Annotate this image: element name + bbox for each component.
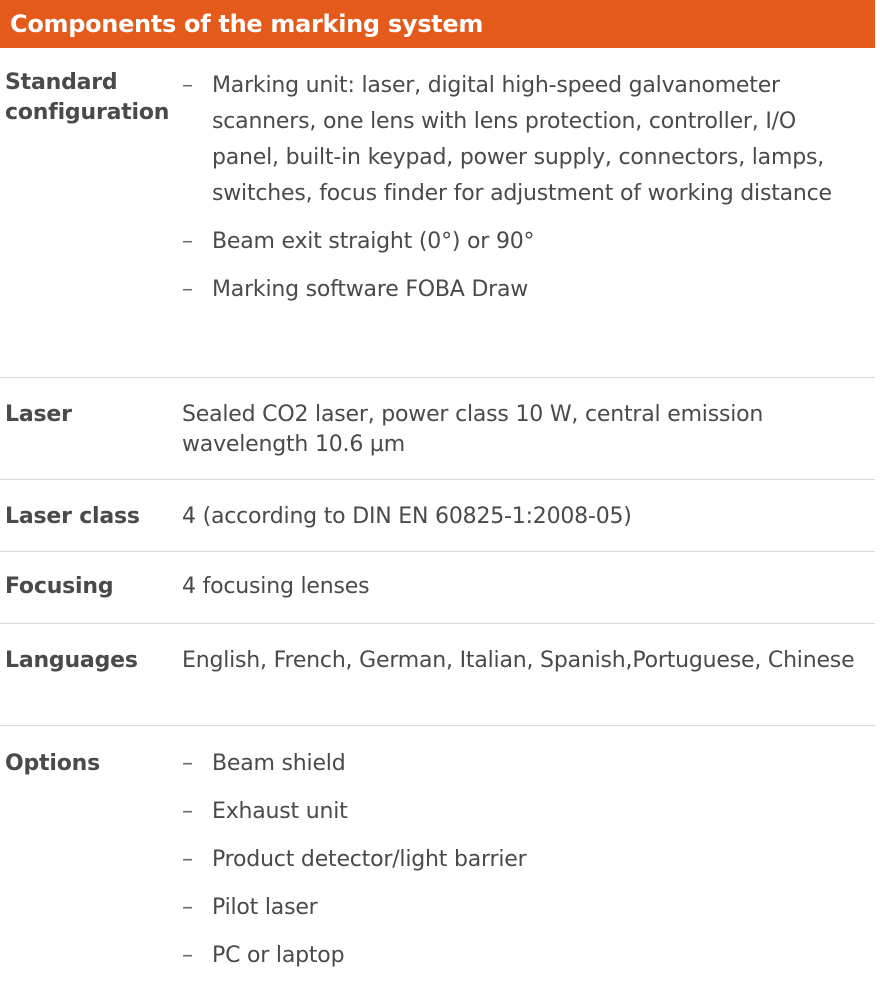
row-value: English, French, German, Italian, Spanish,Portuguese, Chinese: [182, 648, 855, 673]
dash-bullet: –: [182, 229, 193, 254]
list-item-text: Exhaust unit: [212, 799, 348, 824]
row-focusing: [0, 552, 875, 624]
list-item-text: Product detector/light barrier: [212, 847, 527, 872]
row-standard-configuration: [0, 48, 875, 378]
row-label: Focusing: [5, 574, 114, 599]
row-value: 4 (according to DIN EN 60825-1:2008-05): [182, 504, 632, 529]
list-item: [182, 794, 865, 830]
list-item: [182, 224, 865, 260]
list-item-text: Marking software FOBA Draw: [212, 277, 529, 302]
list-item-text: Pilot laser: [212, 895, 318, 920]
row-label: [0, 68, 182, 347]
list-item: [182, 746, 865, 782]
dash-bullet: –: [182, 895, 193, 920]
dash-bullet: –: [182, 751, 193, 776]
dash-bullet: –: [182, 277, 193, 302]
bullet-list: [182, 68, 865, 308]
list-item: [182, 842, 865, 878]
list-item-text: Beam shield: [212, 751, 346, 776]
list-item-text: Beam exit straight (0°) or 90°: [212, 229, 535, 254]
list-item-text: Marking unit: laser, digital high-speed galvanometer scanners, one lens with lens protection, controller, I/O panel, built-in keypad, power supply, connectors, lamps, switches, focus finder for adjustment of working distance: [212, 73, 832, 206]
dash-bullet: –: [182, 943, 193, 968]
row-value: [182, 746, 875, 978]
dash-bullet: –: [182, 799, 193, 824]
row-label-line: configuration: [5, 100, 170, 125]
section-title: Components of the marking system: [10, 10, 484, 38]
row-laser-class: [0, 480, 875, 552]
row-label-line: Standard: [5, 70, 118, 95]
row-label: Laser: [5, 402, 72, 427]
row-options: [0, 726, 875, 988]
bullet-list: [182, 746, 865, 974]
dash-bullet: –: [182, 73, 193, 98]
row-value: [182, 68, 875, 347]
row-value: 4 focusing lenses: [182, 574, 370, 599]
list-item-text: PC or laptop: [212, 943, 345, 968]
row-laser: [0, 378, 875, 480]
list-item: [182, 890, 865, 926]
row-label: Options: [5, 751, 100, 776]
row-label: Laser class: [5, 504, 140, 529]
spec-table: [0, 48, 875, 988]
row-languages: [0, 624, 875, 726]
list-item: [182, 272, 865, 308]
dash-bullet: –: [182, 847, 193, 872]
row-value: Sealed CO2 laser, power class 10 W, central emission wavelength 10.6 µm: [182, 402, 764, 457]
list-item: [182, 938, 865, 974]
list-item: [182, 68, 865, 212]
row-label: Languages: [5, 648, 138, 673]
section-header: [0, 0, 875, 48]
